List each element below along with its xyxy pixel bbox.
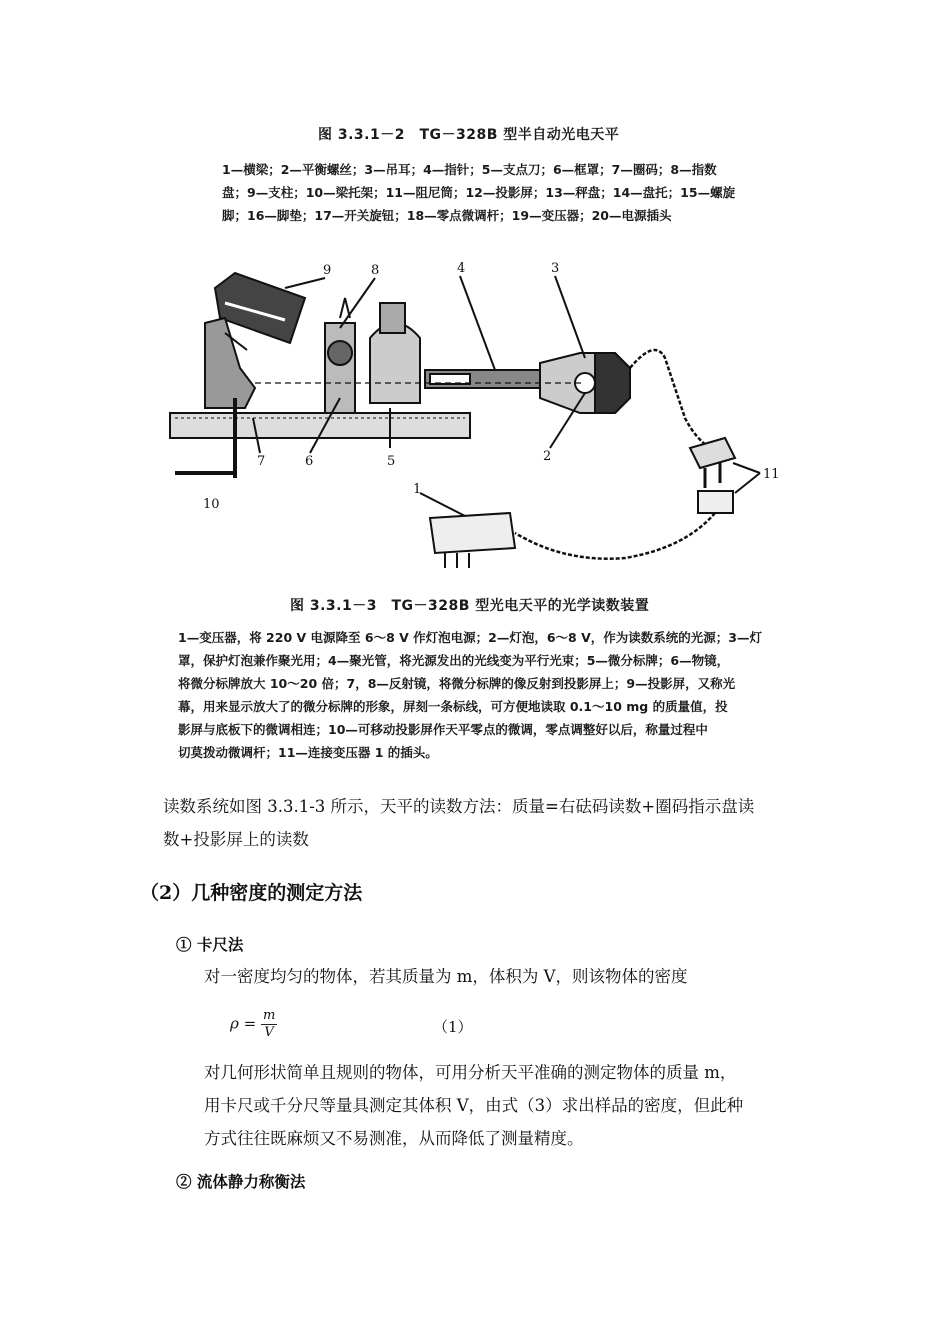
label-2: 2 xyxy=(543,449,552,464)
paragraph-line: 读数系统如图 3.3.1-3 所示，天平的读数方法：质量=右砝码读数+圈码指示盘读 xyxy=(163,797,755,816)
legend-line: 影屏与底板下的微调相连；10—可移动投影屏作天平零点的微调，零点调整好以后，称量过程中 xyxy=(178,722,708,737)
density-definition: 对一密度均匀的物体，若其质量为 m，体积为 V，则该物体的密度 xyxy=(204,967,688,986)
figure-3-caption: 图 3.3.1－3 TG－328B 型光电天平的光学读数装置 xyxy=(290,598,650,614)
legend-line: 罩，保护灯泡兼作聚光用；4—聚光管，将光源发出的光线变为平行光束；5—微分标牌；6—物镜， xyxy=(178,653,730,668)
subsection-hydrostatic-method: ② 流体静力称衡法 xyxy=(176,1172,306,1191)
legend-line: 1—变压器，将 220 V 电源降至 6～8 V 作灯泡电源；2—灯泡，6～8 V，作为读数系统的光源；3—灯 xyxy=(178,630,762,645)
legend-line: 盘；9—支柱；10—梁托架；11—阻尼筒；12—投影屏；13—秤盘；14—盘托；15—螺旋 xyxy=(222,185,736,200)
paragraph-line: 数+投影屏上的读数 xyxy=(163,830,309,849)
label-9: 9 xyxy=(323,263,332,278)
paragraph-line: 方式往往既麻烦又不易测准，从而降低了测量精度。 xyxy=(204,1129,584,1148)
density-formula xyxy=(230,1008,277,1041)
subsection-caliper-method: ① 卡尺法 xyxy=(176,935,244,954)
figure-3-legend xyxy=(178,626,762,764)
formula-lhs: ρ = xyxy=(230,1014,257,1033)
figure-2-legend xyxy=(222,158,735,227)
label-7: 7 xyxy=(257,454,266,469)
reading-method-paragraph xyxy=(163,790,754,856)
legend-line: 将微分标牌放大 10～20 倍；7，8—反射镜，将微分标牌的像反射到投影屏上；9—投影屏，又称光 xyxy=(178,676,736,691)
label-8: 8 xyxy=(371,263,380,278)
formula-numerator: m xyxy=(262,1008,276,1023)
paragraph-line: 对几何形状简单且规则的物体，可用分析天平准确的测定物体的质量 m， xyxy=(204,1063,737,1082)
legend-line: 幕，用来显示放大了的微分标牌的形象，屏刻一条标线，可方便地读取 0.1～10 mg 的质量值，投 xyxy=(178,699,728,714)
figure-2-caption: 图 3.3.1－2 TG－328B 型半自动光电天平 xyxy=(318,127,620,143)
label-3: 3 xyxy=(551,261,560,276)
legend-line: 脚；16—脚垫；17—开关旋钮；18—零点微调杆；19—变压器；20—电源插头 xyxy=(222,208,672,223)
optical-reading-diagram xyxy=(165,258,795,588)
section-heading: （2）几种密度的测定方法 xyxy=(140,882,363,904)
legend-line: 1—横梁；2—平衡螺丝；3—吊耳；4—指针；5—支点刀；6—框罩；7—圈码；8—指数 xyxy=(222,162,717,177)
formula-fraction xyxy=(261,1008,277,1041)
legend-line: 切莫拨动微调杆；11—连接变压器 1 的插头。 xyxy=(178,745,438,760)
label-4: 4 xyxy=(457,261,466,276)
caliper-method-paragraph xyxy=(204,1056,743,1155)
equation-number: （1） xyxy=(433,1018,473,1036)
label-11: 11 xyxy=(763,467,780,482)
formula-denominator: V xyxy=(264,1025,274,1040)
label-10: 10 xyxy=(203,497,220,512)
label-6: 6 xyxy=(305,454,314,469)
label-5: 5 xyxy=(387,454,396,469)
label-1: 1 xyxy=(413,482,422,497)
paragraph-line: 用卡尺或千分尺等量具测定其体积 V，由式（3）求出样品的密度，但此种 xyxy=(204,1096,744,1115)
